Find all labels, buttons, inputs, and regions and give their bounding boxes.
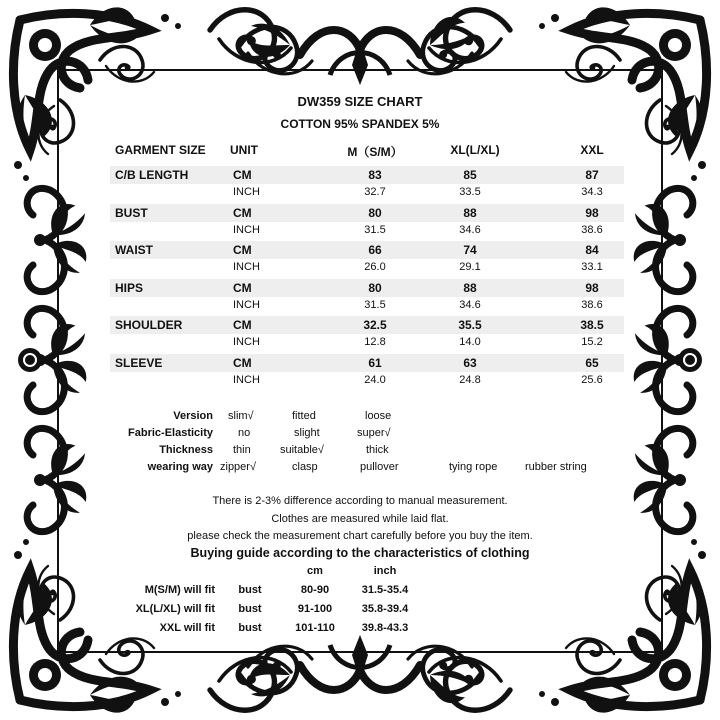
note-check-chart: please check the measurement chart carefully before you buy the item.: [187, 530, 533, 542]
characteristic-option: pullover: [360, 461, 399, 473]
guide-size: XXL will fit: [159, 622, 215, 634]
inch-value: 25.6: [581, 373, 603, 386]
unit-cm: CM: [233, 205, 252, 220]
guide-header-inch: inch: [373, 565, 397, 577]
guide-cm: 80-90: [300, 584, 330, 596]
guide-header-cm: cm: [307, 565, 323, 577]
inch-value: 38.6: [581, 298, 603, 311]
cm-value: 98: [585, 280, 599, 295]
header-size-m: M（S/M）: [347, 145, 403, 159]
characteristic-option: fitted: [292, 410, 316, 422]
unit-cm: CM: [233, 168, 252, 182]
cm-value: 88: [463, 280, 477, 295]
cm-value: 87: [585, 168, 599, 182]
guide-size: XL(L/XL) will fit: [135, 603, 215, 615]
cm-value: 65: [585, 355, 599, 370]
unit-inch: INCH: [233, 336, 260, 348]
inch-value: 29.1: [459, 261, 481, 273]
cm-value: 80: [368, 280, 382, 295]
characteristic-option: slim√: [228, 410, 254, 422]
guide-part: bust: [238, 622, 262, 634]
characteristic-option: no: [238, 427, 251, 439]
characteristic-option: thin: [233, 444, 251, 456]
inch-value: 24.8: [459, 373, 481, 386]
measurement-name: SHOULDER: [115, 318, 183, 332]
characteristic-label: Thickness: [159, 444, 213, 456]
guide-part: bust: [238, 603, 262, 615]
guide-cm: 101-110: [295, 622, 335, 634]
inch-value: 26.0: [364, 261, 386, 273]
guide-inch: 39.8-43.3: [361, 622, 409, 634]
characteristic-option: clasp: [292, 461, 318, 473]
fabric-composition: COTTON 95% SPANDEX 5%: [280, 117, 440, 131]
cm-value: 98: [585, 205, 599, 220]
inch-value: 31.5: [364, 298, 386, 311]
header-garment-size: GARMENT SIZE: [115, 143, 206, 157]
unit-inch: INCH: [233, 223, 260, 236]
inch-value: 24.0: [364, 373, 386, 386]
inch-value: 34.3: [581, 186, 603, 198]
characteristic-option: thick: [366, 444, 389, 456]
characteristic-label: Version: [173, 410, 213, 422]
cm-value: 61: [368, 355, 382, 370]
guide-cm: 91-100: [297, 603, 333, 615]
unit-inch: INCH: [233, 261, 260, 273]
cm-value: 63: [463, 355, 477, 370]
cm-value: 35.5: [458, 318, 482, 332]
measurement-name: SLEEVE: [115, 355, 163, 370]
inch-value: 32.7: [364, 186, 386, 198]
inch-value: 15.2: [581, 336, 603, 348]
inch-value: 34.6: [459, 223, 481, 236]
cm-value: 66: [368, 243, 382, 257]
characteristic-option: rubber string: [525, 461, 587, 473]
cm-value: 84: [585, 243, 599, 257]
unit-inch: INCH: [233, 373, 260, 386]
inch-value: 38.6: [581, 223, 603, 236]
measurement-name: HIPS: [115, 280, 144, 295]
inch-value: 12.8: [364, 336, 386, 348]
characteristic-option: suitable√: [280, 444, 324, 456]
guide-inch: 31.5-35.4: [361, 584, 409, 596]
inch-value: 33.5: [459, 186, 481, 198]
characteristic-option: slight: [294, 427, 320, 439]
chart-title: DW359 SIZE CHART: [297, 94, 423, 109]
cm-value: 74: [463, 243, 477, 257]
header-unit: UNIT: [230, 143, 258, 157]
inch-value: 14.0: [459, 336, 481, 348]
characteristic-option: zipper√: [220, 461, 256, 473]
unit-inch: INCH: [233, 186, 260, 198]
inch-value: 34.6: [459, 298, 481, 311]
characteristic-option: super√: [357, 427, 391, 439]
unit-cm: CM: [233, 355, 252, 370]
cm-value: 38.5: [580, 318, 604, 332]
unit-cm: CM: [233, 243, 252, 257]
cm-value: 85: [463, 168, 477, 182]
note-difference: There is 2-3% difference according to manual measurement.: [212, 495, 508, 507]
cm-value: 32.5: [363, 318, 387, 332]
characteristic-label: wearing way: [147, 461, 213, 473]
measurement-name: WAIST: [115, 243, 153, 257]
guide-part: bust: [238, 584, 262, 596]
unit-cm: CM: [233, 280, 252, 295]
cm-value: 80: [368, 205, 382, 220]
unit-cm: CM: [233, 318, 252, 332]
unit-inch: INCH: [233, 298, 260, 311]
guide-inch: 35.8-39.4: [361, 603, 409, 615]
characteristic-label: Fabric-Elasticity: [128, 427, 213, 439]
guide-size: M(S/M) will fit: [144, 584, 215, 596]
inch-value: 33.1: [581, 261, 603, 273]
note-laid-flat: Clothes are measured while laid flat.: [271, 513, 449, 525]
cm-value: 88: [463, 205, 477, 220]
measurement-name: BUST: [115, 205, 148, 220]
characteristic-option: loose: [365, 410, 392, 422]
measurement-name: C/B LENGTH: [115, 168, 189, 182]
header-size-xxl: XXL: [580, 143, 604, 157]
inch-value: 31.5: [364, 223, 386, 236]
cm-value: 83: [368, 168, 382, 182]
characteristic-option: tying rope: [449, 461, 498, 473]
buying-guide-title: Buying guide according to the characteristics of clothing: [190, 546, 530, 560]
header-size-xl: XL(L/XL): [450, 143, 500, 157]
